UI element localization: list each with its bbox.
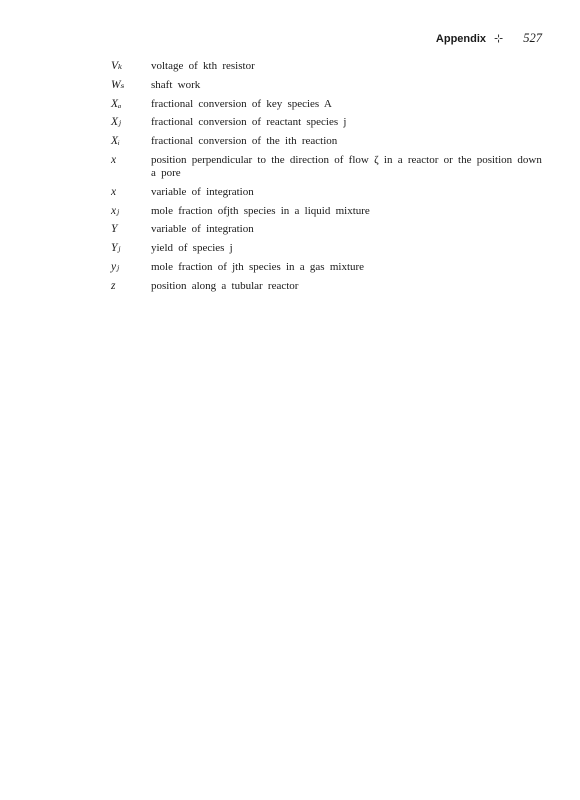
running-head-mark-icon: ⊹ bbox=[494, 32, 504, 45]
page-number: 527 bbox=[523, 31, 542, 45]
glossary-row bbox=[111, 242, 551, 255]
glossary-symbol: Wₛ bbox=[111, 78, 125, 91]
glossary-definition: yield of species j bbox=[151, 242, 233, 255]
glossary-row bbox=[111, 261, 551, 274]
glossary-symbol: Xᵢ bbox=[111, 135, 120, 148]
glossary-row bbox=[111, 154, 551, 180]
glossary-definition: fractional conversion of key species A bbox=[151, 97, 332, 110]
glossary-row bbox=[111, 98, 551, 111]
page-header bbox=[436, 31, 542, 47]
glossary-symbol: Y bbox=[111, 223, 118, 236]
glossary-definition: variable of integration bbox=[151, 223, 254, 236]
glossary-symbol: Vₖ bbox=[111, 60, 123, 72]
glossary-definition: position along a tubular reactor bbox=[151, 279, 299, 292]
glossary-row bbox=[111, 135, 551, 148]
glossary-symbol: z bbox=[111, 279, 116, 292]
glossary-row bbox=[111, 116, 551, 129]
glossary-symbol: x bbox=[111, 153, 117, 166]
glossary-definition: shaft work bbox=[151, 78, 201, 91]
glossary-definition: voltage of kth resistor bbox=[151, 60, 255, 72]
glossary-symbol: xⱼ bbox=[111, 204, 120, 217]
glossary-symbol: Yⱼ bbox=[111, 242, 121, 255]
glossary-row bbox=[111, 60, 551, 73]
glossary-symbol: yⱼ bbox=[111, 260, 120, 273]
glossary-symbol: x bbox=[111, 185, 117, 198]
running-head-label: Appendix bbox=[435, 33, 487, 45]
glossary-definition: variable of integration bbox=[151, 185, 254, 198]
glossary-row bbox=[111, 223, 551, 236]
symbol-glossary bbox=[111, 60, 551, 299]
glossary-row bbox=[111, 280, 551, 293]
glossary-row bbox=[111, 205, 551, 218]
glossary-definition: position perpendicular to the direction of flow ζ in a reactor or the position down a pore bbox=[151, 153, 542, 179]
glossary-definition: mole fraction of jth species in a gas mixture bbox=[151, 260, 365, 273]
glossary-row bbox=[111, 186, 551, 199]
glossary-definition: fractional conversion of the ith reaction bbox=[151, 135, 338, 148]
glossary-definition: fractional conversion of reactant species j bbox=[151, 116, 347, 129]
glossary-row bbox=[111, 79, 551, 92]
glossary-symbol: Xₐ bbox=[111, 97, 122, 110]
glossary-definition: mole fraction ofjth species in a liquid mixture bbox=[151, 204, 370, 217]
glossary-symbol: Xⱼ bbox=[111, 116, 122, 129]
